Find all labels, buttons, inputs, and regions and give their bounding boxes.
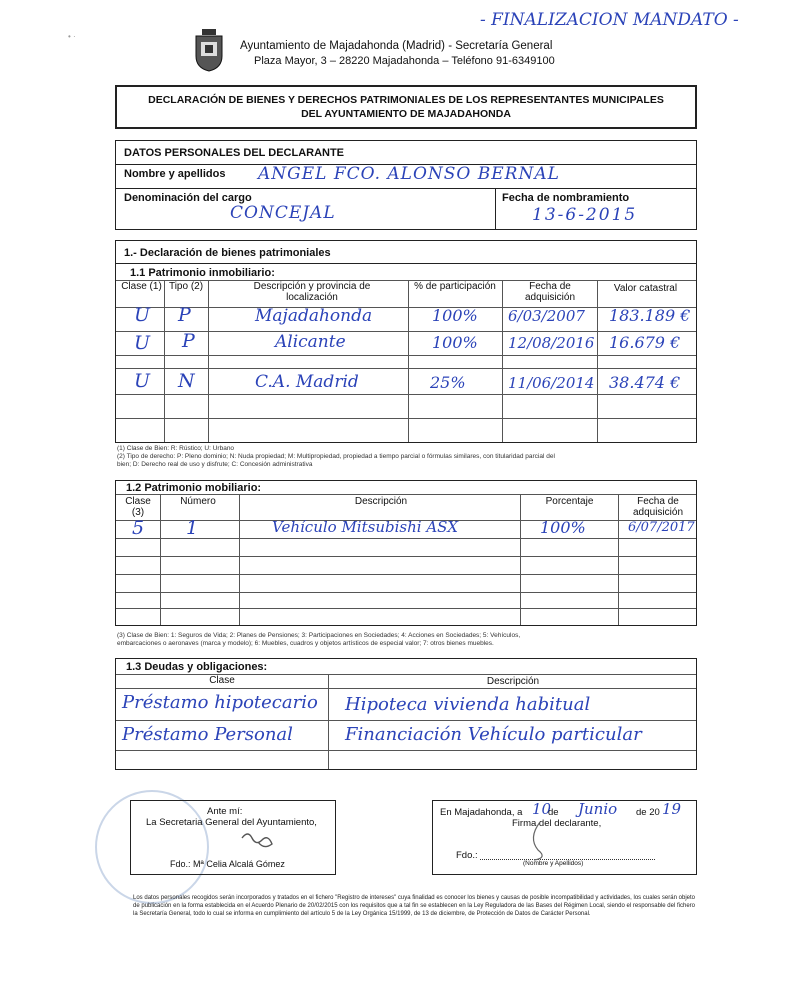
section1-title: 1.- Declaración de bienes patrimoniales (124, 247, 331, 259)
cell-fecha: 6/03/2007 (508, 307, 585, 325)
cell-clase3: 5 (132, 517, 145, 539)
cell-numero: 1 (186, 517, 199, 539)
fecha-nombramiento-value: 13-6-2015 (532, 205, 638, 225)
handwritten-header: - FINALIZACION MANDATO - (480, 10, 739, 30)
lugar-label: En Majadahonda, a (440, 807, 523, 818)
declarant-signature-icon (520, 820, 560, 867)
firma-label: Firma del declarante, (512, 818, 602, 829)
scan-mark: • · (68, 32, 76, 41)
col-clase-header: Clase (1) (121, 281, 162, 292)
title-line1: DECLARACIÓN DE BIENES Y DERECHOS PATRIMONIALES DE LOS REPRESENTANTES MUNICIPALES (148, 94, 664, 106)
name-label: Nombre y apellidos (124, 168, 226, 180)
col-descripcion-deuda-header: Descripción (486, 676, 540, 687)
cell-clase-deuda: Préstamo Personal (122, 724, 293, 745)
note-1: (1) Clase de Bien: R: Rústico; U: Urbano (117, 445, 235, 452)
section11-title: 1.1 Patrimonio inmobiliario: (130, 267, 275, 279)
secretary-signature-icon (238, 826, 278, 861)
title-box (115, 85, 697, 129)
cell-porcentaje: 100% (540, 518, 586, 537)
cell-valor: 38.474 € (609, 373, 681, 392)
cell-tipo: N (178, 370, 195, 392)
cell-valor: 183.189 € (609, 306, 691, 325)
section12-title: 1.2 Patrimonio mobiliario: (126, 482, 262, 494)
cell-clase-deuda: Préstamo hipotecario (122, 692, 318, 713)
col-fecha-header: Fecha de adquisición (524, 281, 576, 303)
letterhead-line1: Ayuntamiento de Majadahonda (Madrid) - Secretaría General (240, 40, 553, 52)
cell-descripcion-deuda: Hipoteca vivienda habitual (345, 694, 591, 715)
col-clase-deuda-header: Clase (209, 675, 235, 686)
name-value: ANGEL FCO. ALONSO BERNAL (258, 164, 560, 184)
cell-tipo: P (178, 304, 191, 326)
de-label-2: de 20 (636, 807, 660, 818)
col-descripcion-header: Descripción y provincia de localización (253, 281, 371, 303)
ante-mi-label: Ante mí: (207, 806, 243, 817)
secretaria-label: La Secretaria General del Ayuntamiento, (146, 817, 317, 828)
cell-descripcion2: Vehículo Mitsubishi ASX (272, 518, 459, 536)
personal-section-title: DATOS PERSONALES DEL DECLARANTE (124, 147, 345, 159)
municipal-crest-icon (192, 28, 226, 72)
cell-fecha: 11/06/2014 (508, 374, 595, 392)
section13-title: 1.3 Deudas y obligaciones: (126, 661, 268, 673)
note-2b: bien; D: Derecho real de uso y disfrute; C: Concesión administrativa (117, 461, 313, 468)
cell-clase: U (134, 304, 151, 326)
cell-clase: U (134, 332, 151, 354)
title-line2: DEL AYUNTAMIENTO DE MAJADAHONDA (301, 108, 511, 120)
fdo-label: Fdo.: (456, 850, 478, 861)
col-tipo-header: Tipo (2) (168, 281, 204, 292)
secretaria-name: Fdo.: Mª Celia Alcalá Gómez (170, 859, 285, 869)
col-descripcion2-header: Descripción (354, 496, 408, 507)
fecha-nombramiento-label: Fecha de nombramiento (502, 192, 630, 204)
letterhead-line2: Plaza Mayor, 3 – 28220 Majadahonda – Teléfono 91-6349100 (254, 55, 555, 67)
cargo-value: CONCEJAL (230, 203, 336, 223)
legal-notice: Los datos personales recogidos serán incorporados y tratados en el fichero "Registro de intereses" cuya finalidad es conocer los bienes y causas de posible incompatibilidad y actividades, los cuales serán objeto de publicación en la forma establecida en el Acuerdo Plenario de 20/02/2015 con los requisitos que a tal fin se establecen en la Ley Reguladora de las Bases del Régimen Local, siendo el responsable del fichero la Secretaría General, todo lo cual se informa en cumplimiento del artículo 5 de la Ley Orgánica 15/1999, de 13 de diciembre, de Protección de Datos de Carácter Personal. (133, 895, 695, 917)
col-participacion-header: % de participación (414, 281, 496, 292)
cell-descripcion: Alicante (275, 332, 346, 352)
cell-tipo: P (182, 330, 195, 352)
nombre-apellidos-label: (Nombre y Apellidos) (523, 860, 584, 867)
cell-descripcion-deuda: Financiación Vehículo particular (345, 724, 642, 745)
cell-descripcion: C.A. Madrid (255, 372, 359, 392)
col-clase3-header: Clase (3) (125, 496, 151, 518)
note-3: (3) Clase de Bien: 1: Seguros de Vida; 2: Planes de Pensiones; 3: Participaciones en Sociedades; 4: Acciones en Sociedades; 5: Vehículos, (117, 632, 521, 639)
cell-participacion: 100% (432, 306, 478, 325)
cell-fecha: 12/08/2016 (508, 334, 595, 352)
col-porcentaje-header: Porcentaje (545, 496, 594, 507)
cargo-label: Denominación del cargo (124, 192, 252, 204)
cell-fecha2: 6/07/2017 (628, 520, 695, 535)
anio-value: 19 (662, 800, 682, 818)
note-2: (2) Tipo de derecho: P: Pleno dominio; N: Nuda propiedad; M: Multipropiedad, propiedad a tiempo parcial o fórmulas similares, con titularidad parcial del (117, 453, 555, 460)
cell-valor: 16.679 € (609, 333, 681, 352)
cell-participacion: 25% (430, 373, 466, 392)
de-label-1: de (548, 807, 559, 818)
dia-value: 10 (532, 800, 552, 818)
mes-value: Junio (578, 800, 618, 818)
col-numero-header: Número (180, 496, 216, 507)
col-valor-header: Valor catastral (613, 283, 678, 294)
cell-participacion: 100% (432, 333, 478, 352)
cell-descripcion: Majadahonda (255, 306, 373, 326)
note-3b: embarcaciones o aeronaves (marca y modelo); 6: Muebles, cuadros y objetos artísticos de especial valor; 7: otros bienes muebles. (117, 640, 494, 647)
col-fecha2-header: Fecha de adquisición (632, 496, 684, 518)
cell-clase: U (134, 370, 151, 392)
